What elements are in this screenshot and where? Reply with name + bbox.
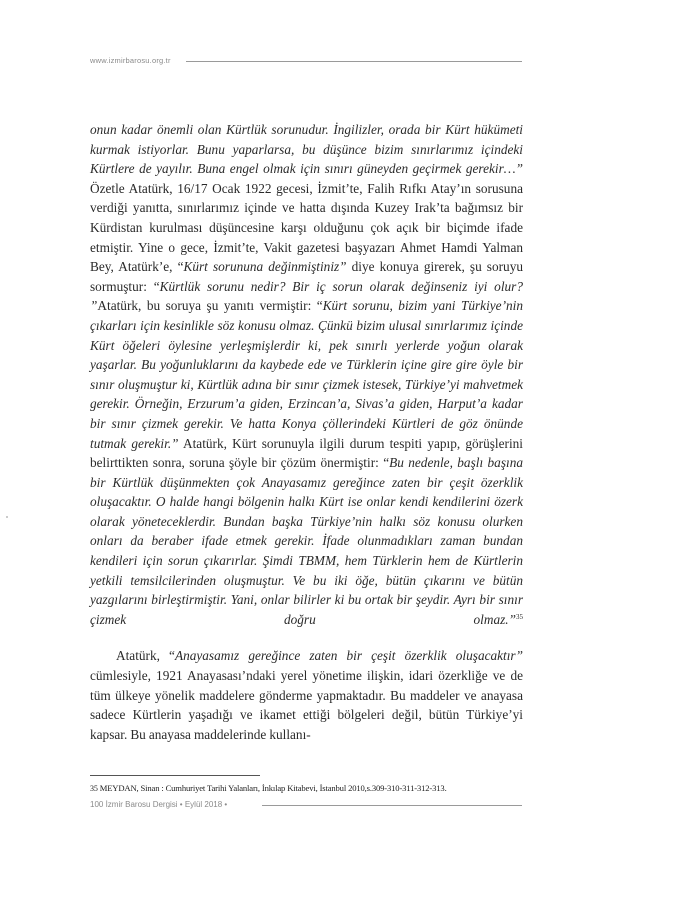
quote-segment: Bu nedenle, başlı başına bir Kürtlük düşünmekten çok Anayasamız gereğince zaten bir çeşit özerklik oluşacaktır. O halde hangi bölgenin halkı Kürt ise onlar kendi kendilerini özerk olarak yöneteceklerdir. Bundan başka Türkiye’nin halkı söz konusu olurken onları da beraber ifade etmek gerekir. İfade olunmadıkları zaman bundan kendileri için sorun çıkarırlar. Şimdi TBMM, hem Türklerin hem de Kürtlerin yetkili temsilcilerinden oluşmuştur. Ve bu iki öğe, bütün çıkarını ve bütün yazgılarını birleştirmiştir. Yani, onlar bilirler ki bu ortak bir şeydir. Ayrı bir sınır çizmek doğru olmaz.” (90, 455, 523, 627)
quote-segment: Anayasamız gereğince zaten bir çeşit özerklik oluşacaktır” (174, 648, 524, 664)
quote-segment: Kürt sorunu, bizim yani Türkiye’nin çıkarları için kesinlikle söz konusu olmaz. Çünkü bizim ulusal sınırlarımız içinde Kürt öğeleri öylesine yerleşmişlerdir ki, pek sınırlı yerlerde yoğun olarak yaşarlar. Bu yoğunluklarını da kaybede ede ve Türklerin içine gire gire öyle bir sınır oluşmuştur ki, Kürtlük adına bir sınır çizmek istesek, Türkiye’yi mahvetmek gerekir. Örneğin, Erzurum’a giden, Erzincan’a, Sivas’a giden, Harput’a kadar bir sınır çizmek gerekir. Ve hatta Konya çöllerindeki Kürtleri de göz önünde tutmak gerekir.” (90, 298, 524, 451)
text-segment: Atatürk, “ (116, 648, 175, 664)
footnote-divider (90, 775, 260, 776)
quote-segment: Kürt sorununa değinmiştiniz” (183, 259, 347, 275)
footnote (90, 783, 530, 794)
quote-segment: Kürtlük sorunu nedir? Bir iç sorun olarak değinseniz iyi olur? ” (90, 278, 523, 314)
header-divider (186, 61, 522, 62)
page-footer (90, 800, 522, 812)
text-segment: Atatürk, bu soruya şu yanıtı vermiştir: “ (97, 298, 323, 314)
paragraph-2 (90, 646, 523, 744)
page-header (90, 56, 522, 68)
text-segment: cümlesiyle, 1921 Anayasası’ndaki yerel yönetime ilişkin, idari özerkliğe ve de tüm ülkeye yönelik maddelere gönderme yapmaktadır. Bu maddeler ve anayasa sadece Kürtlerin yaşadığı ve ikamet ettiği bölgeleri değil, bütün Türkiye’yi kapsar. Bu anayasa maddelerinde kullanı- (90, 668, 523, 742)
footnote-number: 35 (90, 784, 98, 793)
text-segment: Özetle Atatürk, 16/17 Ocak 1922 gecesi, İzmit’te, Falih Rıfkı Atay’ın sorusuna verdiği yanıtta, sınırlarımız içinde ve hatta dışında Kuzey Irak’ta bağımsız bir Kürdistan kurulması düşüncesine karşı olduğunu çok açık bir biçimde ifade etmiştir. Yine o gece, İzmit’te, Vakit gazetesi başyazarı Ahmet Hamdi Yalman Bey, Atatürk’e, “ (90, 180, 523, 275)
margin-mark (6, 516, 8, 518)
paragraph-1 (90, 120, 523, 629)
article-body (90, 120, 523, 744)
quote-segment: onun kadar önemli olan Kürtlük sorunudur. İngilizler, orada bir Kürt hükümeti kurmak istiyorlar. Bunu yaparlarsa, bu düşünce bizim sınırlarımız içindeki Kürtlere de yayılır. Buna engel olmak için sınırı güneyden geçirmek gerekir…” (90, 122, 523, 177)
footnote-reference: 35 (516, 612, 523, 621)
text-segment: Atatürk, Kürt sorunuyla ilgili durum tespiti yapıp, görüşlerini belirttikten sonra, soruna şöyle bir çözüm önermiştir: “ (90, 435, 523, 471)
footnote-text: MEYDAN, Sinan : Cumhuriyet Tarihi Yalanları, İnkılap Kitabevi, İstanbul 2010,s.309-310-311-312-313. (97, 783, 447, 793)
footer-text: 100 İzmir Barosu Dergisi • Eylül 2018 • (90, 800, 228, 809)
text-segment: diye konuya girerek, şu soruyu sormuştur: “ (90, 259, 523, 294)
footer-divider (262, 805, 522, 806)
site-url: www.izmirbarosu.org.tr (90, 56, 171, 65)
